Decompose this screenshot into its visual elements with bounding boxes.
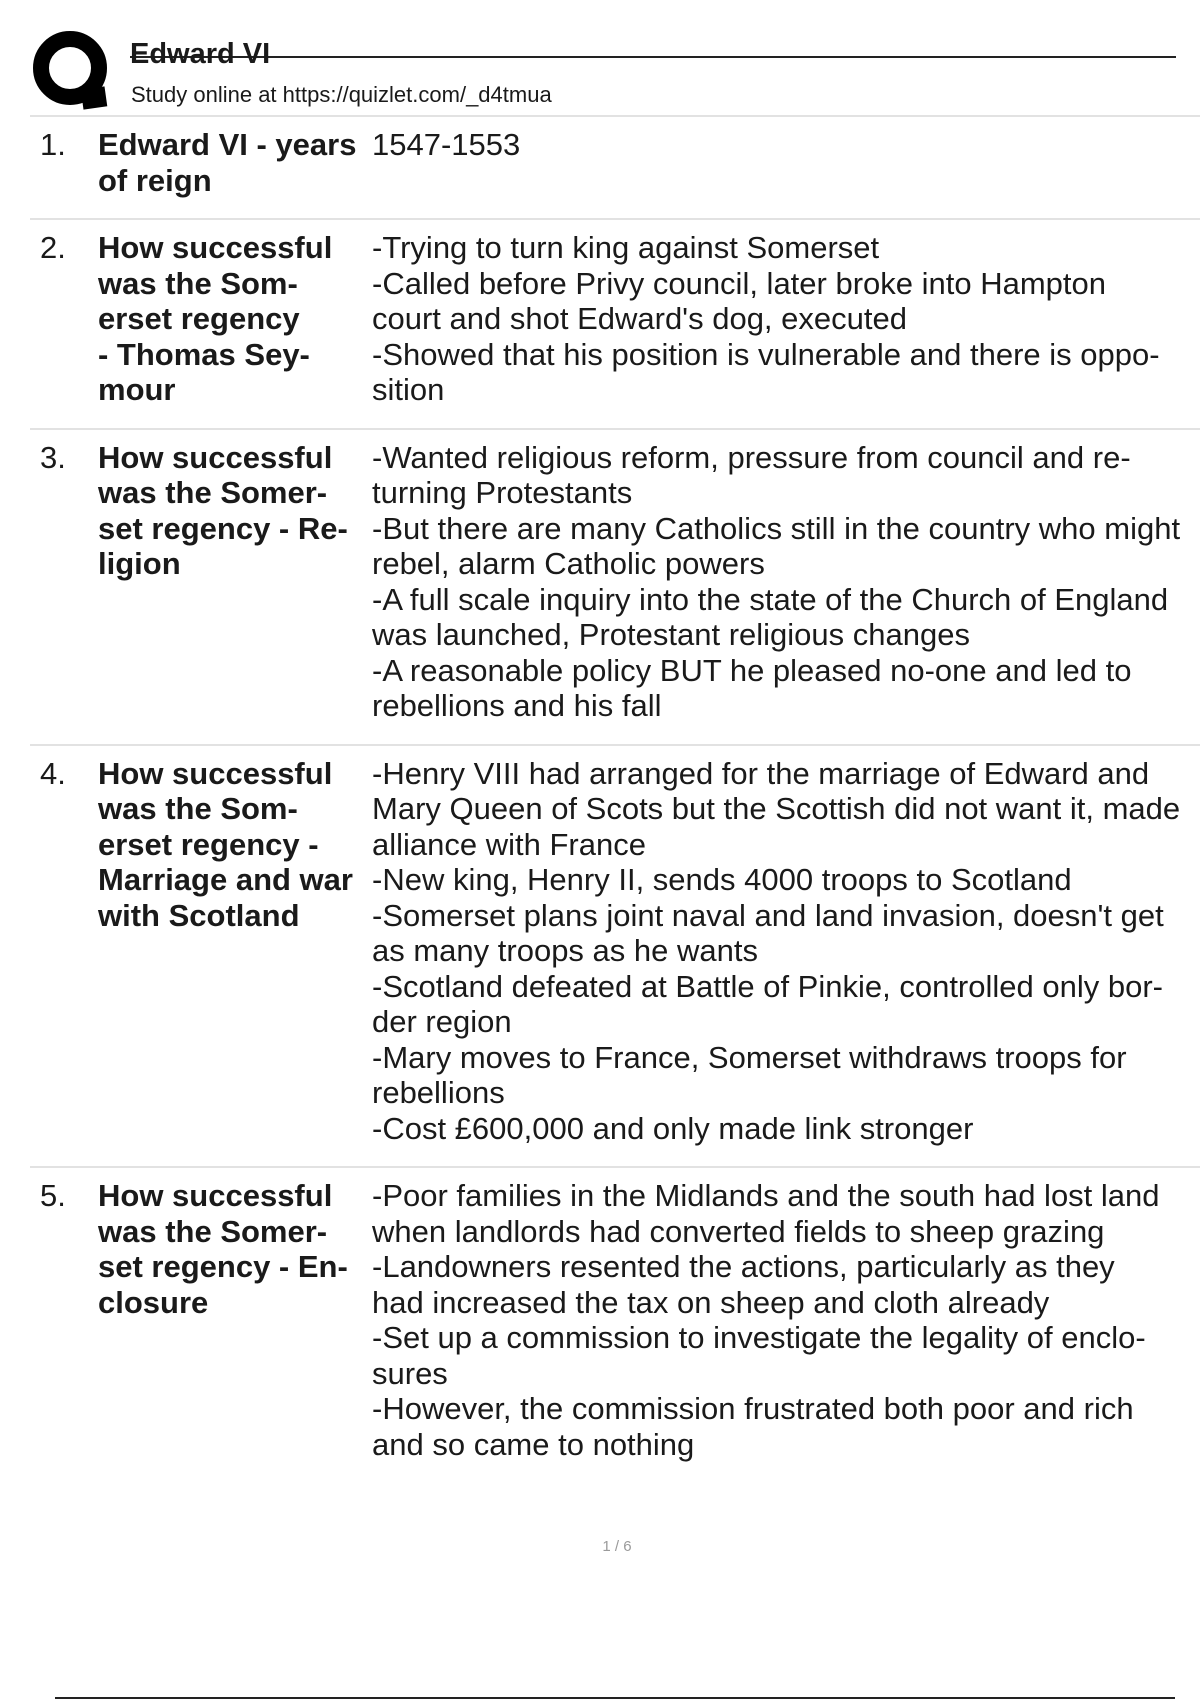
card-term: How successful was the Som- erset regency - Marriage and war with Scotland [98,755,353,933]
card-definition: -Poor families in the Midlands and the south had lost land when landlords had converted fields to sheep grazing -Landowners resented the actions, particularly as they had increased the tax on sheep and cloth already -Set up a commission to investigate the legality of enclo- sures -However, the commission frustrated both poor and rich and so came to nothing [372,1178,1160,1462]
flashcard-row [30,220,1200,430]
card-term: How successful was the Somer- set regency - En- closure [98,1178,348,1320]
page-number: 1 / 6 [602,1538,632,1555]
card-number: 4. [40,755,66,791]
card-definition: -Henry VIII had arranged for the marriage of Edward and Mary Queen of Scots but the Scottish did not want it, made alliance with France -New king, Henry II, sends 4000 troops to Scotland -Somerset plans joint naval and land invasion, doesn't get as many troops as he wants -Scotland defeated at Battle of Pinkie, controlled only bor- der region -Mary moves to France, Somerset withdraws troops for rebellions -Cost £600,000 and only made link stronger [372,755,1181,1146]
title-rule [130,56,1176,58]
card-definition: 1547-1553 [372,127,521,162]
flashcard-row [30,1168,1200,1482]
flashcard-row [30,746,1200,1169]
card-number: 3. [40,439,66,475]
quizlet-logo-icon [32,30,112,110]
card-term: Edward VI - years of reign [98,127,357,198]
document-header [32,28,1192,120]
flashcard-row [30,430,1200,746]
flashcard-list [30,117,1200,1482]
card-number: 5. [40,1178,66,1213]
study-online-link[interactable]: Study online at https://quizlet.com/_d4tmua [131,82,552,107]
flashcard-row [30,117,1200,220]
card-number: 1. [40,127,66,162]
footer-rule [55,1697,1175,1699]
card-definition: -Trying to turn king against Somerset -Called before Privy council, later broke into Hampton court and shot Edward's dog, executed -Showed that his position is vulnerable and there is oppo- sition [372,230,1160,407]
card-number: 2. [40,230,66,265]
card-term: How successful was the Som- erset regency - Thomas Sey- mour [98,230,333,407]
card-term: How successful was the Somer- set regency - Re- ligion [98,439,348,581]
card-definition: -Wanted religious reform, pressure from council and re- turning Protestants -But there are many Catholics still in the country who might rebel, alarm Catholic powers -A full scale inquiry into the state of the Church of England was launched, Protestant religious changes -A reasonable policy BUT he pleased no-one and led to rebellions and his fall [372,439,1181,723]
page-title: Edward VI [130,38,271,70]
